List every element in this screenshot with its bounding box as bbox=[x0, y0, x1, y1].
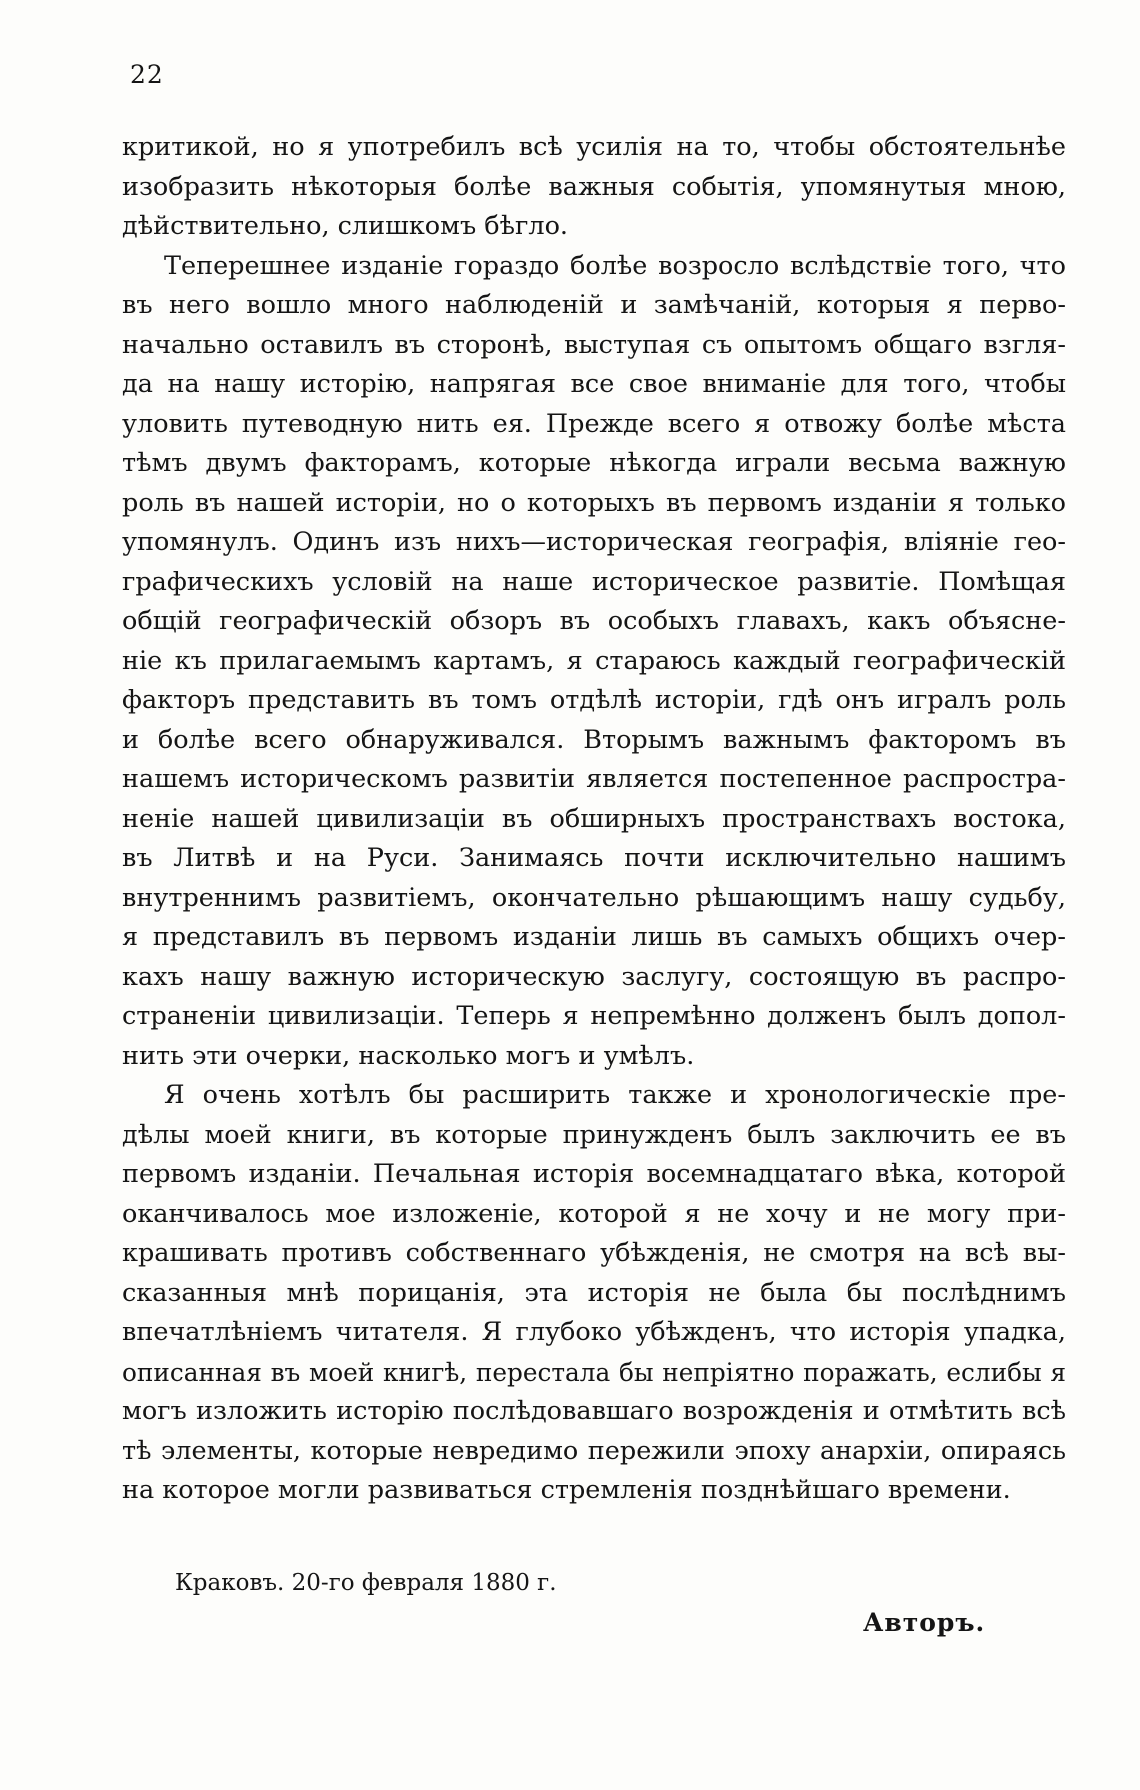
text-line: общій географическій обзоръ въ особыхъ главахъ, какъ объясне- bbox=[122, 606, 1066, 636]
text-line: кахъ нашу важную историческую заслугу, состоящую въ распро- bbox=[122, 961, 1066, 992]
text-line: роль въ нашей исторіи, но о которыхъ въ первомъ изданіи я только bbox=[122, 487, 1066, 518]
text-line: описанная въ моей книгѣ, перестала бы непріятно поражать, еслибы я bbox=[122, 1357, 1066, 1387]
text-line: упомянулъ. Одинъ изъ нихъ—историческая географія, вліяніе гео- bbox=[122, 527, 1066, 557]
text-line: тѣмъ двумъ факторамъ, которые нѣкогда играли весьма важную bbox=[122, 448, 1066, 478]
text-line: страненіи цивилизаціи. Теперь я непремѣнно долженъ былъ допол- bbox=[122, 1001, 1066, 1031]
paragraph-2 bbox=[122, 247, 1066, 1077]
paragraph-1 bbox=[122, 128, 1066, 247]
text-line: графическихъ условій на наше историческое развитіе. Помѣщая bbox=[122, 566, 1066, 597]
text-line: въ Литвѣ и на Руси. Занимаясь почти исключительно нашимъ bbox=[122, 843, 1066, 873]
text-line: факторъ представить въ томъ отдѣлѣ исторіи, гдѣ онъ игралъ роль bbox=[122, 685, 1066, 715]
text-line: дѣлы моей книги, въ которые принужденъ былъ заключить ее въ bbox=[122, 1119, 1066, 1150]
page-number: 22 bbox=[130, 60, 164, 89]
text-line: уловить путеводную нить ея. Прежде всего я отвожу болѣе мѣста bbox=[122, 408, 1066, 439]
text-line: въ него вошло много наблюденій и замѣчаній, которыя я перво- bbox=[122, 290, 1066, 320]
text-line: да на нашу исторію, напрягая все свое вниманіе для того, чтобы bbox=[122, 369, 1066, 399]
author-signature: Авторъ. bbox=[863, 1608, 986, 1637]
text-line: внутреннимъ развитіемъ, окончательно рѣшающимъ нашу судьбу, bbox=[122, 882, 1066, 913]
text-line: я представилъ въ первомъ изданіи лишь въ самыхъ общихъ очер- bbox=[122, 922, 1066, 952]
text-line: нашемъ историческомъ развитіи является постепенное распростра- bbox=[122, 764, 1066, 794]
text-line: впечатлѣніемъ читателя. Я глубоко убѣжденъ, что исторія упадка, bbox=[122, 1317, 1066, 1347]
text-line: тѣ элементы, которые невредимо пережили эпоху анархіи, опираясь bbox=[122, 1435, 1066, 1466]
body-text bbox=[122, 128, 1066, 1511]
place-date: Краковъ. 20-го февраля 1880 г. bbox=[175, 1570, 557, 1596]
text-line: Теперешнее изданіе гораздо болѣе возросло вслѣдствіе того, что bbox=[164, 250, 1066, 281]
text-line: первомъ изданіи. Печальная исторія восемнадцатаго вѣка, которой bbox=[122, 1159, 1066, 1189]
text-line: на которое могли развиваться стремленія позднѣйшаго времени. bbox=[122, 1475, 1011, 1505]
text-line: нить эти очерки, насколько могъ и умѣлъ. bbox=[122, 1040, 695, 1071]
paragraph-3 bbox=[122, 1076, 1066, 1511]
text-line: ніе къ прилагаемымъ картамъ, я стараюсь каждый географическій bbox=[122, 645, 1066, 676]
text-line: могъ изложить исторію послѣдовавшаго возрожденія и отмѣтить всѣ bbox=[122, 1396, 1066, 1426]
text-line: и болѣе всего обнаруживался. Вторымъ важнымъ факторомъ въ bbox=[122, 724, 1066, 755]
text-line: Я очень хотѣлъ бы расширить также и хронологическіе пре- bbox=[164, 1080, 1066, 1110]
text-line: сказанныя мнѣ порицанія, эта исторія не была бы послѣднимъ bbox=[122, 1277, 1066, 1308]
text-line: начально оставилъ въ сторонѣ, выступая съ опытомъ общаго взгля- bbox=[122, 329, 1066, 360]
text-line: неніе нашей цивилизаціи въ обширныхъ пространствахъ востока, bbox=[122, 803, 1066, 834]
text-line: критикой, но я употребилъ всѣ усилія на то, чтобы обстоятельнѣе bbox=[122, 132, 1066, 162]
text-line: крашивать противъ собственнаго убѣжденія, не смотря на всѣ вы- bbox=[122, 1238, 1066, 1268]
text-line: изобразить нѣкоторыя болѣе важныя событія, упомянутыя мною, bbox=[122, 171, 1066, 202]
text-line: оканчивалось мое изложеніе, которой я не хочу и не могу при- bbox=[122, 1198, 1066, 1229]
text-line: дѣйствительно, слишкомъ бѣгло. bbox=[122, 211, 569, 241]
